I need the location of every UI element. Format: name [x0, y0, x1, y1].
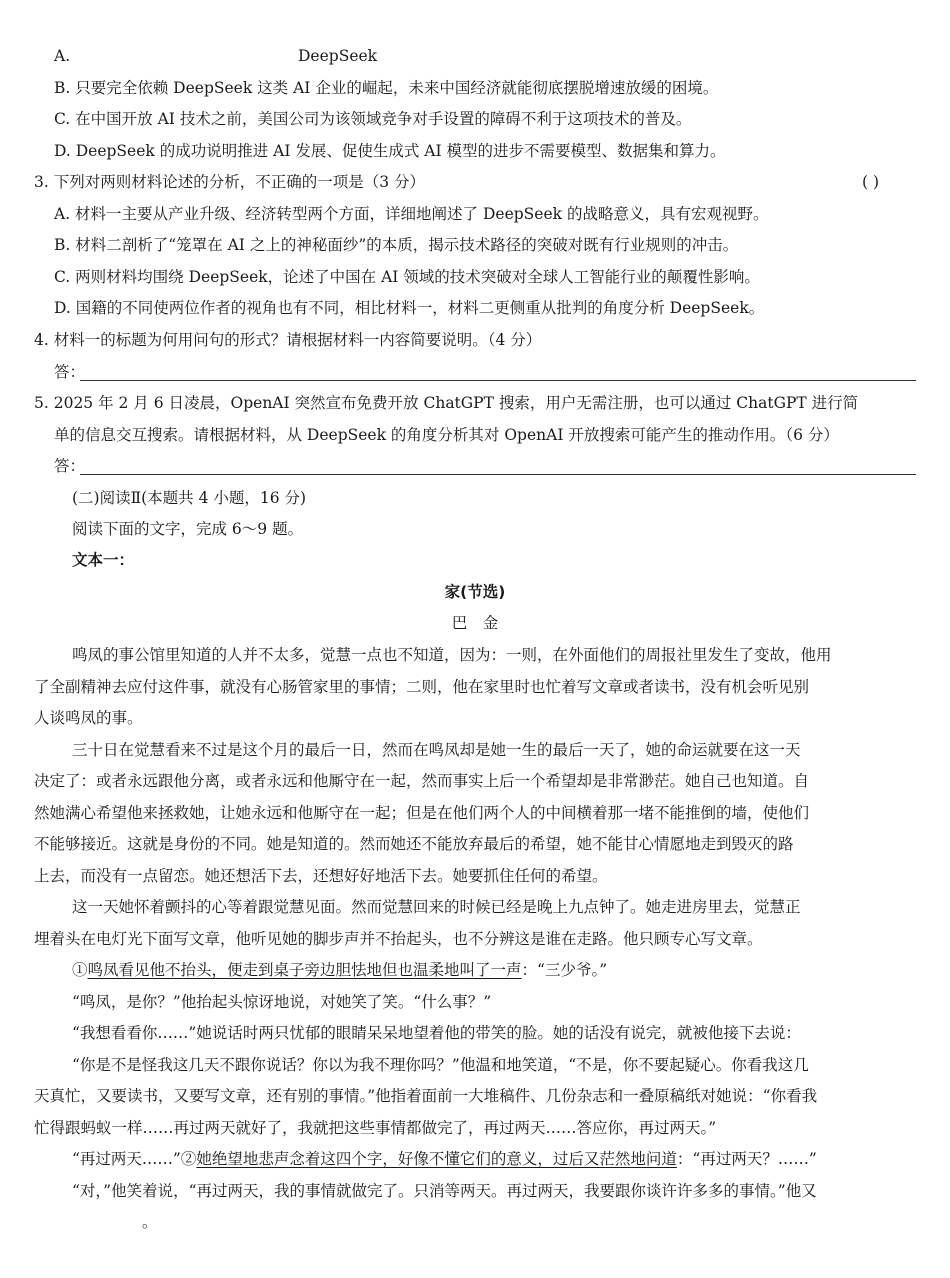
- section-instruction: 阅读下面的文字，完成 6～9 题。: [72, 520, 304, 538]
- q2-option-a: [54, 46, 70, 66]
- paragraph-2-line: 然她满心希望他来拯救她，让她永远和他厮守在一起；但是在他们两个人的中间横着那一堵不能推倒的墙，使他们: [34, 804, 810, 822]
- q4-answer-line[interactable]: [80, 380, 916, 381]
- q3-option-c: C. 两则材料均围绕 DeepSeek，论述了中国在 AI 领域的技术突破对全球人工智能行业的颠覆性影响。: [54, 268, 760, 286]
- paragraph-10: 。: [142, 1213, 158, 1231]
- paragraph-2-line: 上去，而没有一点留恋。她还想活下去，还想好好地活下去。她要抓住任何的希望。: [34, 867, 608, 885]
- paragraph-4-rest: ：“三少爷。”: [521, 961, 608, 979]
- section-heading: (二)阅读Ⅱ(本题共 4 小题，16 分): [72, 489, 307, 507]
- q4-stem: 4. 材料一的标题为何用问句的形式？请根据材料一内容简要说明。（4 分）: [34, 331, 542, 349]
- q2-option-d: D. DeepSeek 的成功说明推进 AI 发展、促使生成式 AI 模型的进步不需要模型、数据集和算力。: [54, 142, 726, 160]
- passage-author: 巴 金: [451, 614, 499, 632]
- marker-circled-2: ②: [180, 1150, 197, 1168]
- paragraph-6: “我想看看你……”她说话时两只忧郁的眼睛呆呆地望着他的带笑的脸。她的话没有说完，就被他接下去说：: [72, 1024, 801, 1042]
- q2-option-a-label: A.: [54, 47, 71, 65]
- paragraph-1-line: 人谈鸣凤的事。: [34, 709, 143, 727]
- paragraph-1-line: 了全副精神去应付这件事，就没有心肠管家里的事情；二则，他在家里时也忙着写文章或者读书，没有机会听见别: [34, 678, 810, 696]
- paragraph-2-line: 三十日在觉慧看来不过是这个月的最后一日，然而在鸣凤却是她一生的最后一天了，她的命运就要在这一天: [72, 741, 801, 759]
- paragraph-8-rest: ：“再过两天？……”: [676, 1150, 817, 1168]
- marker-circled-1: ①: [72, 961, 88, 979]
- paragraph-4: [72, 960, 607, 980]
- paragraph-3-line: 埋着头在电灯光下面写文章，他听见她的脚步声并不抬起头，也不分辨这是谁在走路。他只顾专心写文章。: [34, 930, 763, 948]
- q2-option-b: B. 只要完全依赖 DeepSeek 这类 AI 企业的崛起，未来中国经济就能彻底摆脱增速放缓的困境。: [54, 79, 719, 97]
- paragraph-7-line: 天真忙，又要读书，又要写文章，还有别的事情。”他指着面前一大堆稿件、几份杂志和一叠原稿纸对她说：“你看我: [34, 1087, 818, 1105]
- paragraph-1-line: 鸣凤的事公馆里知道的人并不太多，觉慧一点也不知道，因为：一则，在外面他们的周报社里发生了变故，他用: [72, 646, 832, 664]
- q2-option-a-text: DeepSeek: [298, 47, 378, 65]
- q3-answer-paren: ( ): [862, 173, 880, 191]
- paragraph-5: “鸣凤，是你？”他抬起头惊讶地说，对她笑了笑。“什么事？”: [72, 993, 492, 1011]
- paragraph-2-line: 不能够接近。这就是身份的不同。她是知道的。然而她还不能放弃最后的希望，她不能甘心情愿地走到毁灭的路: [34, 835, 794, 853]
- q5-stem-line1: 5. 2025 年 2 月 6 日凌晨，OpenAI 突然宣布免费开放 ChatGPT 搜索，用户无需注册，也可以通过 ChatGPT 进行简: [34, 394, 859, 412]
- paragraph-7-line: 忙得跟蚂蚁一样……再过两天就好了，我就把这些事情都做完了，再过两天……答应你，再过两天。”: [34, 1119, 717, 1137]
- q3-option-a: A. 材料一主要从产业升级、经济转型两个方面，详细地阐述了 DeepSeek 的战略意义，具有宏观视野。: [54, 205, 769, 223]
- q4-answer-label: 答：: [54, 363, 86, 381]
- paragraph-2-line: 决定了：或者永远跟他分离，或者永远和他厮守在一起，然而事实上后一个希望却是非常渺茫。她自己也知道。自: [34, 772, 810, 790]
- q3-stem: 3. 下列对两则材料论述的分析，不正确的一项是（3 分）: [34, 173, 426, 191]
- underlined-sentence-2: 她绝望地悲声念着这四个字，好像不懂它们的意义，过后又茫然地问道: [196, 1150, 677, 1168]
- paragraph-3-line: 这一天她怀着颤抖的心等着跟觉慧见面。然而觉慧回来的时候已经是晚上九点钟了。她走进房里去，觉慧正: [72, 898, 801, 916]
- q5-answer-label: 答：: [54, 457, 86, 475]
- q3-option-d: D. 国籍的不同使两位作者的视角也有不同，相比材料一，材料二更侧重从批判的角度分析 DeepSeek。: [54, 299, 765, 317]
- underlined-sentence-1: 鸣凤看见他不抬头，便走到桌子旁边胆怯地但也温柔地叫了一声: [87, 961, 522, 979]
- passage-title: 家(节选): [444, 583, 506, 601]
- text-one-label: 文本一：: [72, 551, 135, 569]
- q2-option-c: C. 在中国开放 AI 技术之前，美国公司为该领域竞争对手设置的障碍不利于这项技术的普及。: [54, 110, 692, 128]
- paragraph-8-start: “再过两天……”: [72, 1150, 181, 1168]
- q5-answer-line[interactable]: [80, 474, 916, 475]
- paragraph-8: [72, 1149, 817, 1169]
- paragraph-9: “对，”他笑着说，“再过两天，我的事情就做完了。只消等两天。再过两天，我要跟你谈许许多多的事情。”他又: [72, 1182, 817, 1200]
- paragraph-7-line: “你是不是怪我这几天不跟你说话？你以为我不理你吗？”他温和地笑道，“不是，你不要起疑心。你看我这几: [72, 1056, 809, 1074]
- q5-stem-line2: 单的信息交互搜索。请根据材料，从 DeepSeek 的角度分析其对 OpenAI 开放搜索可能产生的推动作用。（6 分）: [54, 426, 839, 444]
- q3-option-b: B. 材料二剖析了“笼罩在 AI 之上的神秘面纱”的本质，揭示技术路径的突破对既有行业规则的冲击。: [54, 236, 739, 254]
